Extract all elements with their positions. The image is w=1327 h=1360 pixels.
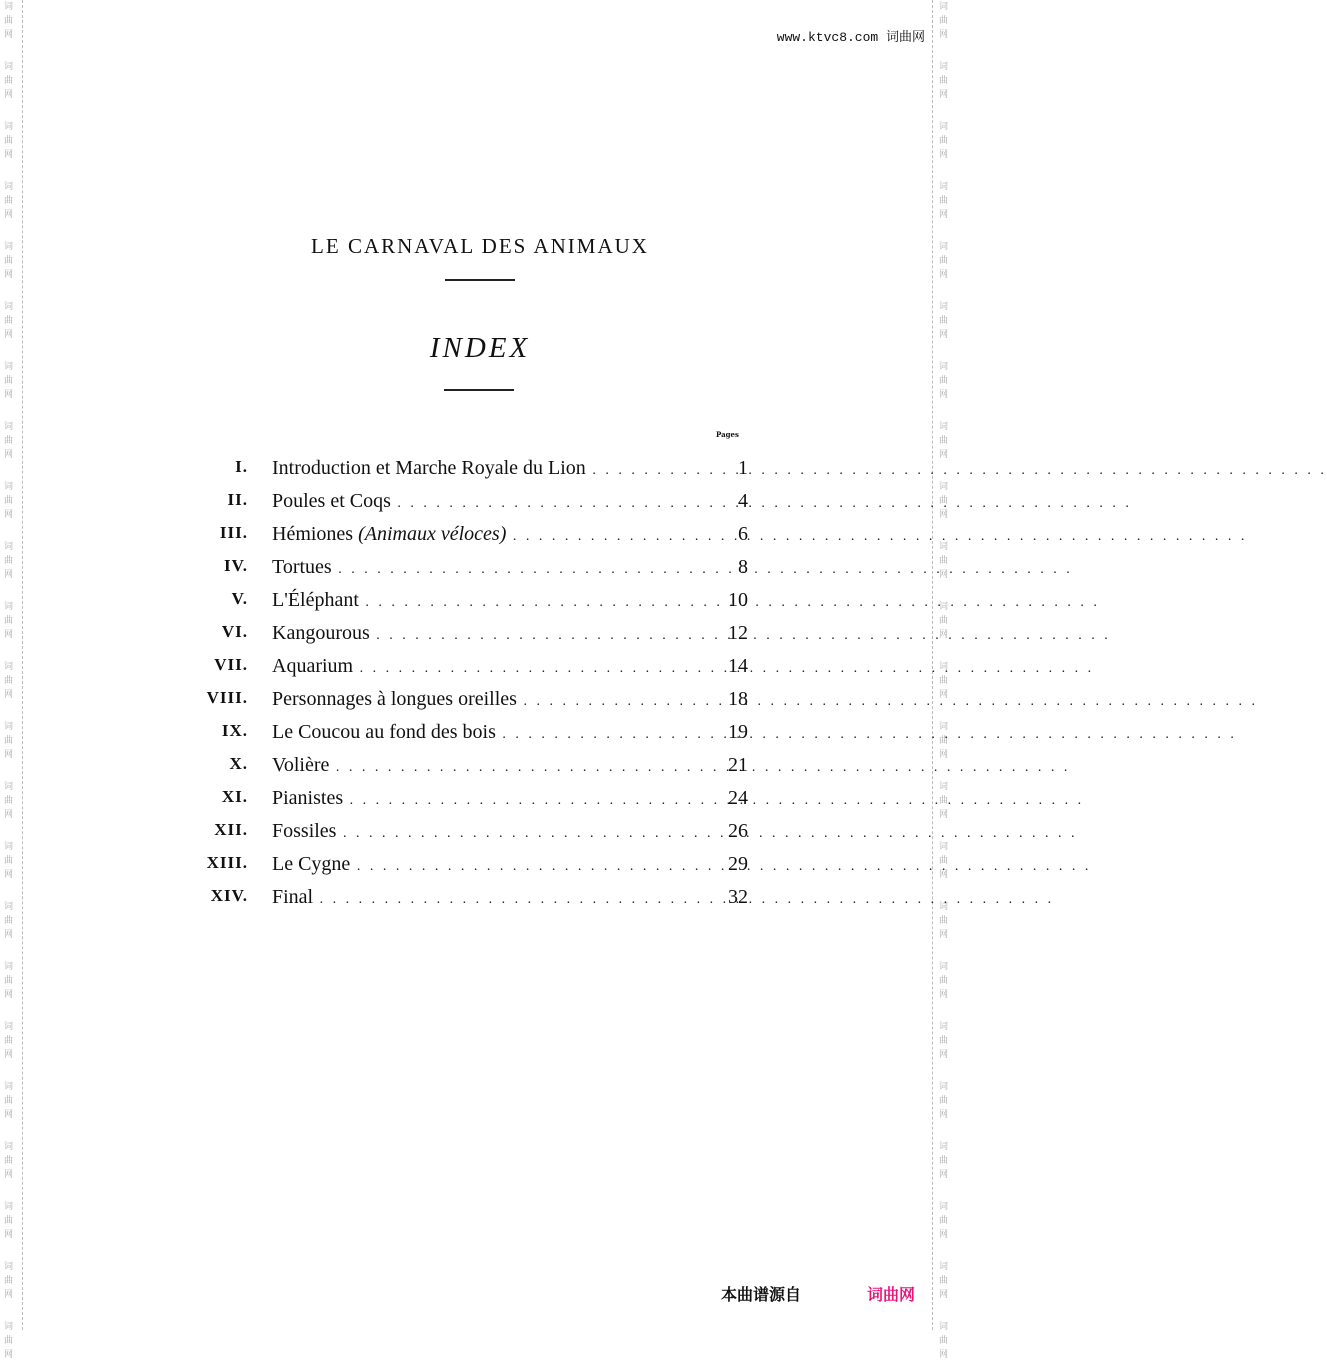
entry-title-text: Introduction et Marche Royale du Lion xyxy=(272,457,586,479)
watermark-char: 词 xyxy=(4,242,14,252)
watermark-char: 网 xyxy=(939,1110,949,1120)
entry-title xyxy=(272,754,712,777)
entry-subtitle: (Animaux véloces) xyxy=(358,523,507,545)
entry-title-text: Poules et Coqs xyxy=(272,490,391,512)
footer-source: 本曲谱源自 xyxy=(721,1285,802,1304)
entry-title-text: Aquarium xyxy=(272,655,354,677)
heading-rule xyxy=(444,389,514,391)
watermark-char: 网 xyxy=(4,750,14,760)
watermark-char: 网 xyxy=(4,1290,14,1300)
entry-title xyxy=(272,787,712,810)
watermark-char: 词 xyxy=(4,122,14,132)
watermark-char: 曲 xyxy=(4,856,14,866)
entry-page: 26 xyxy=(728,820,748,842)
pages-label: Pages xyxy=(716,430,739,439)
entry-title xyxy=(272,721,712,744)
watermark-char: 网 xyxy=(4,1230,14,1240)
watermark-char: 词 xyxy=(4,902,14,912)
watermark-char: 网 xyxy=(4,30,14,40)
watermark-char: 网 xyxy=(939,1050,949,1060)
watermark-char: 曲 xyxy=(4,196,14,206)
watermark-char: 词 xyxy=(4,1022,14,1032)
watermark-char: 网 xyxy=(4,270,14,280)
watermark-char: 词 xyxy=(4,362,14,372)
watermark-char: 网 xyxy=(4,390,14,400)
watermark-char: 网 xyxy=(4,870,14,880)
watermark-char: 曲 xyxy=(4,916,14,926)
index-entry xyxy=(0,490,954,520)
watermark-char: 曲 xyxy=(4,1036,14,1046)
watermark-char: 词 xyxy=(939,1022,949,1032)
index-entry xyxy=(0,457,954,487)
watermark-char: 词 xyxy=(939,2,949,12)
watermark-char: 曲 xyxy=(4,76,14,86)
watermark-char: 词 xyxy=(4,1142,14,1152)
watermark-char: 曲 xyxy=(939,136,949,146)
entry-title xyxy=(272,688,712,711)
entry-title-text: Volière xyxy=(272,754,330,776)
watermark-char: 词 xyxy=(939,422,949,432)
watermark-char: 网 xyxy=(939,1170,949,1180)
entry-title xyxy=(272,622,712,645)
watermark-char: 网 xyxy=(939,1230,949,1240)
watermark-char: 词 xyxy=(4,842,14,852)
entry-number: VII. xyxy=(214,655,248,674)
page-title: LE CARNAVAL DES ANIMAUX xyxy=(311,234,649,258)
watermark-char: 网 xyxy=(939,150,949,160)
watermark-char: 曲 xyxy=(939,436,949,446)
entry-title-text: Le Coucou au fond des bois xyxy=(272,721,496,743)
entry-title xyxy=(272,886,712,909)
watermark-char: 词 xyxy=(939,122,949,132)
watermark-char: 曲 xyxy=(939,1096,949,1106)
entry-number: XIII. xyxy=(206,853,248,872)
entry-number: II. xyxy=(227,490,248,509)
watermark-char: 网 xyxy=(939,510,949,520)
watermark-char: 曲 xyxy=(4,376,14,386)
entry-title xyxy=(272,556,712,579)
entry-page: 1 xyxy=(738,457,748,479)
watermark-char: 曲 xyxy=(939,76,949,86)
watermark-char: 曲 xyxy=(4,796,14,806)
entry-number: XI. xyxy=(221,787,248,806)
entry-number: XII. xyxy=(214,820,248,839)
watermark-char: 网 xyxy=(939,90,949,100)
watermark-char: 网 xyxy=(939,450,949,460)
index-entry xyxy=(0,589,954,619)
watermark-char: 网 xyxy=(4,330,14,340)
watermark-char: 网 xyxy=(4,930,14,940)
watermark-char: 网 xyxy=(939,750,949,760)
watermark-char: 网 xyxy=(939,870,949,880)
entry-page: 4 xyxy=(738,490,748,512)
index-entry xyxy=(0,622,954,652)
watermark-char: 曲 xyxy=(939,556,949,566)
index-entry xyxy=(0,688,954,718)
watermark-char: 曲 xyxy=(4,1096,14,1106)
watermark-char: 曲 xyxy=(4,436,14,446)
entry-page: 24 xyxy=(728,787,748,809)
watermark-char: 曲 xyxy=(939,916,949,926)
watermark-char: 词 xyxy=(939,1262,949,1272)
watermark-char: 词 xyxy=(939,962,949,972)
entry-title-text: Final xyxy=(272,886,314,908)
watermark-char: 词 xyxy=(939,1322,949,1332)
watermark-char: 曲 xyxy=(939,676,949,686)
entry-title-text: Hémiones xyxy=(272,523,354,545)
entry-title xyxy=(272,589,712,612)
entry-title xyxy=(272,655,712,678)
watermark-char: 曲 xyxy=(4,976,14,986)
watermark-char: 网 xyxy=(939,630,949,640)
entry-number: III. xyxy=(219,523,248,542)
watermark-char: 曲 xyxy=(939,1216,949,1226)
entry-number: IV. xyxy=(224,556,248,575)
entry-title-text: L'Éléphant xyxy=(272,589,359,611)
watermark-char: 词 xyxy=(939,722,949,732)
watermark-char: 词 xyxy=(939,302,949,312)
watermark-char: 词 xyxy=(939,1082,949,1092)
watermark-char: 曲 xyxy=(4,1156,14,1166)
watermark-char: 词 xyxy=(4,1082,14,1092)
entry-title xyxy=(272,490,712,513)
watermark-char: 词 xyxy=(4,542,14,552)
watermark-char: 曲 xyxy=(4,676,14,686)
watermark-char: 网 xyxy=(4,150,14,160)
entry-title xyxy=(272,523,712,546)
watermark-char: 曲 xyxy=(939,496,949,506)
watermark-char: 曲 xyxy=(4,136,14,146)
watermark-char: 曲 xyxy=(4,1276,14,1286)
index-entry xyxy=(0,787,954,817)
watermark-site: www.ktvc8.com 词曲网 xyxy=(776,30,925,45)
watermark-char: 曲 xyxy=(939,16,949,26)
watermark-char: 网 xyxy=(939,810,949,820)
entry-number: VI. xyxy=(221,622,248,641)
entry-title xyxy=(272,457,712,480)
entry-page: 8 xyxy=(738,556,748,578)
watermark-char: 网 xyxy=(4,570,14,580)
watermark-char: 曲 xyxy=(939,1336,949,1346)
index-entry xyxy=(0,820,954,850)
watermark-char: 曲 xyxy=(4,736,14,746)
entry-page: 10 xyxy=(728,589,748,611)
watermark-char: 曲 xyxy=(939,736,949,746)
watermark-char: 词 xyxy=(939,182,949,192)
watermark-char: 网 xyxy=(4,690,14,700)
entry-title-text: Personnages à longues oreilles xyxy=(272,688,517,710)
title-rule xyxy=(445,279,515,281)
watermark-char: 网 xyxy=(939,270,949,280)
watermark-char: 词 xyxy=(4,302,14,312)
watermark-char: 词 xyxy=(939,842,949,852)
entry-page: 14 xyxy=(728,655,748,677)
watermark-char: 词 xyxy=(939,362,949,372)
watermark-char: 词 xyxy=(939,782,949,792)
index-entry xyxy=(0,754,954,784)
watermark-char: 网 xyxy=(939,690,949,700)
watermark-char: 词 xyxy=(4,482,14,492)
entry-page: 19 xyxy=(728,721,748,743)
watermark-char: 曲 xyxy=(4,1216,14,1226)
watermark-char: 词 xyxy=(4,1322,14,1332)
watermark-char: 网 xyxy=(4,90,14,100)
index-heading: INDEX xyxy=(429,332,531,364)
footer-site: 词曲网 xyxy=(867,1285,916,1304)
watermark-char: 词 xyxy=(939,662,949,672)
watermark-char: 曲 xyxy=(4,256,14,266)
watermark-char: 曲 xyxy=(939,316,949,326)
entry-title-text: Tortues xyxy=(272,556,332,578)
watermark-char: 曲 xyxy=(4,16,14,26)
watermark-char: 词 xyxy=(4,2,14,12)
watermark-char: 曲 xyxy=(939,256,949,266)
watermark-char: 曲 xyxy=(939,1276,949,1286)
watermark-char: 曲 xyxy=(939,976,949,986)
index-entry xyxy=(0,886,954,916)
watermark-char: 曲 xyxy=(939,1156,949,1166)
watermark-char: 网 xyxy=(939,210,949,220)
entry-title-text: Fossiles xyxy=(272,820,337,842)
watermark-char: 词 xyxy=(4,1262,14,1272)
watermark-char: 网 xyxy=(939,390,949,400)
watermark-char: 网 xyxy=(4,810,14,820)
watermark-char: 曲 xyxy=(939,796,949,806)
watermark-char: 词 xyxy=(939,602,949,612)
index-entry xyxy=(0,655,954,685)
watermark-char: 网 xyxy=(939,30,949,40)
watermark-char: 词 xyxy=(4,722,14,732)
watermark-char: 网 xyxy=(4,630,14,640)
entry-number: IX. xyxy=(221,721,248,740)
watermark-char: 词 xyxy=(939,902,949,912)
index-entry xyxy=(0,853,954,883)
watermark-char: 词 xyxy=(939,1142,949,1152)
watermark-char: 词 xyxy=(939,542,949,552)
watermark-char: 词 xyxy=(4,782,14,792)
entry-page: 32 xyxy=(728,886,748,908)
watermark-char: 词 xyxy=(939,62,949,72)
entry-number: X. xyxy=(229,754,248,773)
watermark-char: 网 xyxy=(939,1290,949,1300)
index-entry xyxy=(0,721,954,751)
entry-number: I. xyxy=(235,457,248,476)
watermark-char: 词 xyxy=(4,62,14,72)
watermark-char: 曲 xyxy=(4,616,14,626)
watermark-char: 曲 xyxy=(939,616,949,626)
watermark-char: 曲 xyxy=(939,196,949,206)
watermark-char: 网 xyxy=(4,1350,14,1360)
entry-title xyxy=(272,820,712,843)
watermark-char: 词 xyxy=(4,1202,14,1212)
watermark-char: 网 xyxy=(4,210,14,220)
watermark-char: 词 xyxy=(4,182,14,192)
entry-page: 29 xyxy=(728,853,748,875)
entry-page: 18 xyxy=(728,688,748,710)
watermark-char: 网 xyxy=(4,1170,14,1180)
watermark-char: 曲 xyxy=(4,1336,14,1346)
watermark-char: 词 xyxy=(4,602,14,612)
watermark-char: 曲 xyxy=(939,856,949,866)
watermark-char: 曲 xyxy=(939,1036,949,1046)
entry-number: XIV. xyxy=(210,886,248,905)
watermark-char: 词 xyxy=(4,422,14,432)
watermark-char: 网 xyxy=(939,990,949,1000)
entry-title xyxy=(272,853,712,876)
watermark-char: 网 xyxy=(4,450,14,460)
watermark-char: 网 xyxy=(939,570,949,580)
watermark-char: 曲 xyxy=(939,376,949,386)
watermark-char: 网 xyxy=(4,1110,14,1120)
watermark-char: 词 xyxy=(4,662,14,672)
entry-number: V. xyxy=(231,589,248,608)
watermark-char: 网 xyxy=(939,330,949,340)
entry-title-text: Le Cygne xyxy=(272,853,351,875)
watermark-char: 词 xyxy=(4,962,14,972)
index-entry xyxy=(0,556,954,586)
watermark-char: 网 xyxy=(4,510,14,520)
watermark-char: 词 xyxy=(939,1202,949,1212)
entry-page: 6 xyxy=(738,523,748,545)
entry-title-text: Kangourous xyxy=(272,622,370,644)
watermark-char: 曲 xyxy=(4,496,14,506)
entry-title-text: Pianistes xyxy=(272,787,344,809)
entry-page: 12 xyxy=(728,622,748,644)
watermark-char: 词 xyxy=(939,482,949,492)
index-entry xyxy=(0,523,954,553)
watermark-char: 网 xyxy=(4,990,14,1000)
watermark-char: 网 xyxy=(4,1050,14,1060)
watermark-char: 网 xyxy=(939,1350,949,1360)
watermark-char: 曲 xyxy=(4,556,14,566)
entry-number: VIII. xyxy=(206,688,248,707)
entry-page: 21 xyxy=(728,754,748,776)
watermark-char: 曲 xyxy=(4,316,14,326)
watermark-char: 词 xyxy=(939,242,949,252)
watermark-char: 网 xyxy=(939,930,949,940)
